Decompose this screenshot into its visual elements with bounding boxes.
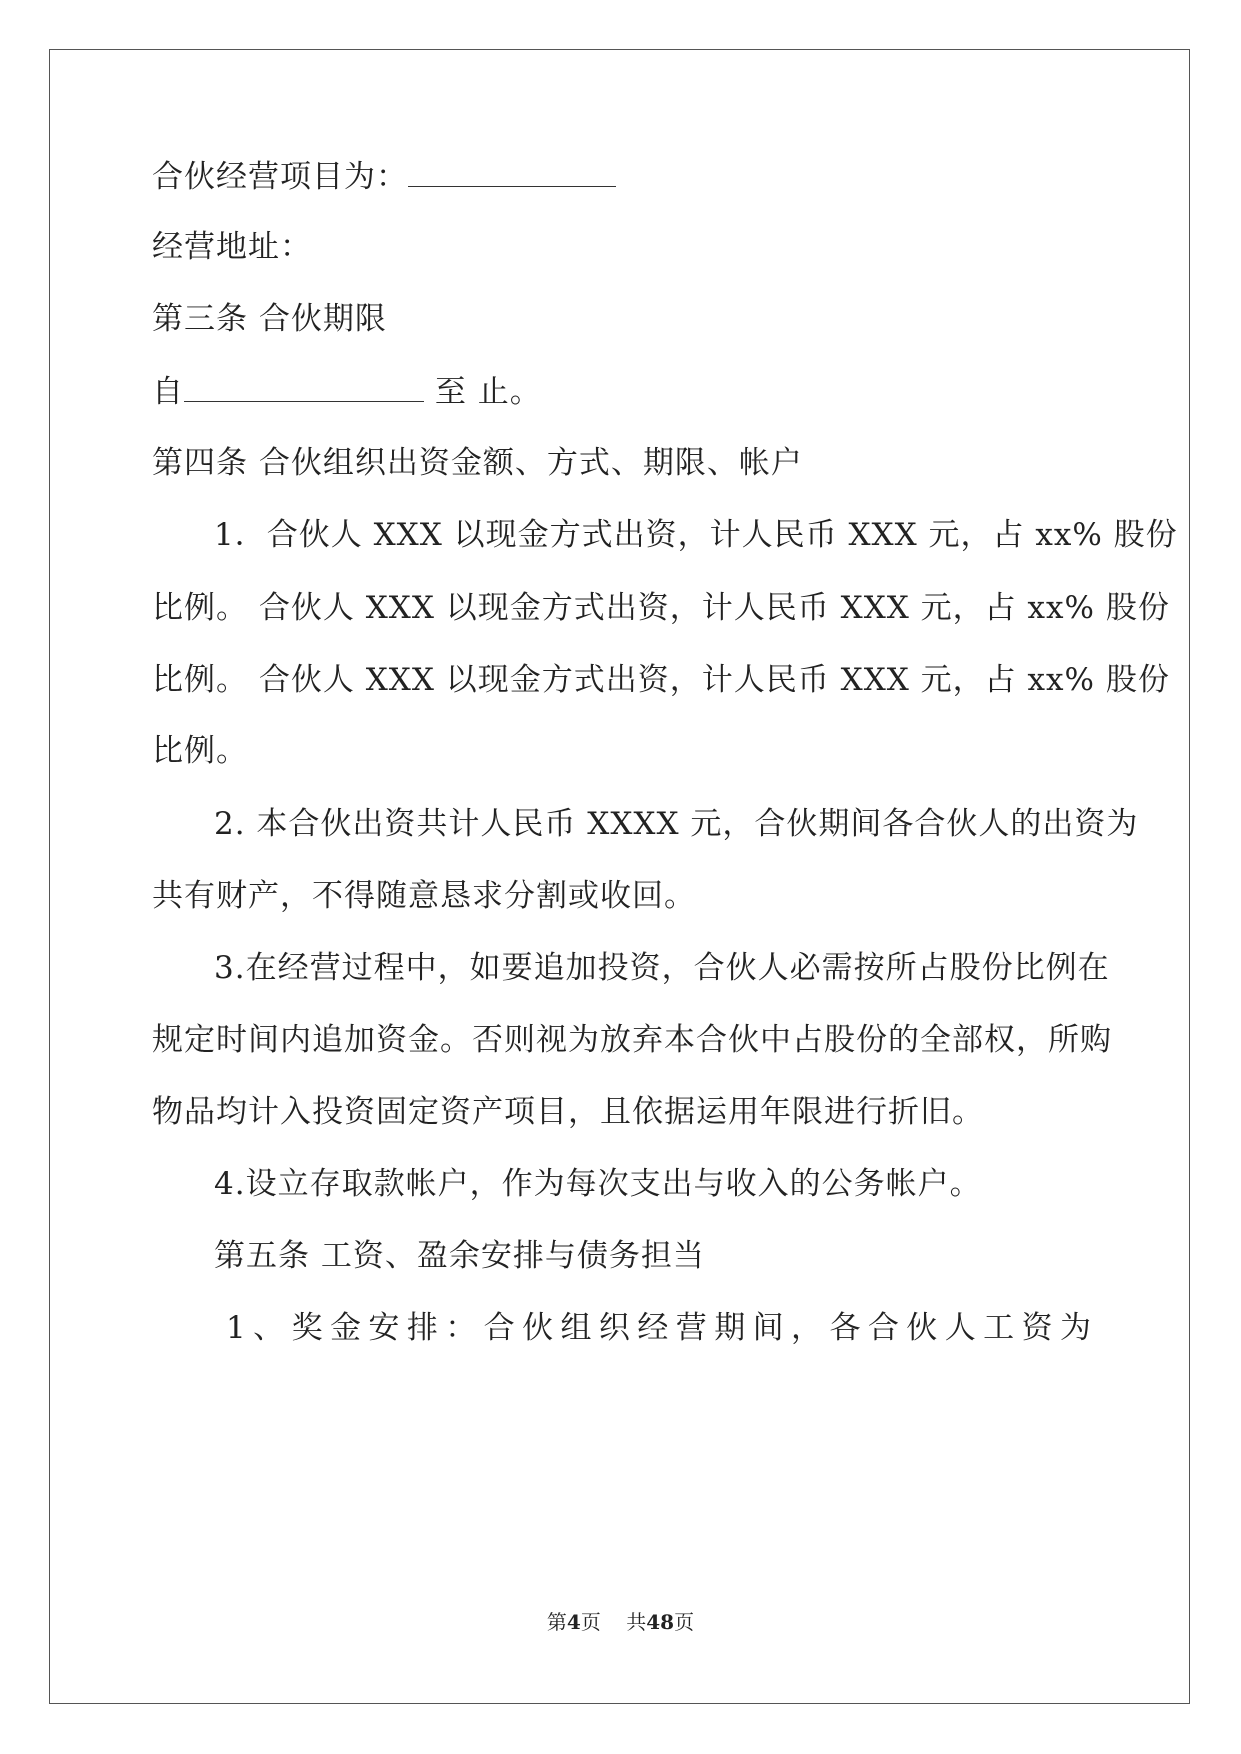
blank-field-period bbox=[184, 371, 424, 402]
paragraph-line: 比例。 合伙人 XXX 以现金方式出资，计人民币 XXX 元，占 xx% 股份 bbox=[152, 662, 1170, 698]
paragraph-line: 共有财产，不得随意恳求分割或收回。 bbox=[152, 878, 696, 914]
line-business-project: 合伙经营项目为： bbox=[152, 156, 1092, 197]
paragraph-line: 2. 本合伙出资共计人民币 XXXX 元，合伙期间各合伙人的出资为 bbox=[214, 806, 1139, 842]
total-page-count: 48 bbox=[646, 1610, 675, 1634]
blank-field-project bbox=[408, 156, 616, 187]
heading-article-5: 第五条 工资、盈余安排与债务担当 bbox=[214, 1238, 705, 1274]
paragraph-line: 1．合伙人 XXX 以现金方式出资，计人民币 XXX 元，占 xx% 股份 bbox=[214, 517, 1178, 553]
paragraph-line: 4.设立存取款帐户，作为每次支出与收入的公务帐户。 bbox=[214, 1166, 982, 1202]
paragraph-line: 规定时间内追加资金。否则视为放弃本合伙中占股份的全部权，所购 bbox=[152, 1022, 1112, 1058]
heading-article-3: 第三条 合伙期限 bbox=[152, 301, 387, 337]
paragraph-line: 比例。 合伙人 XXX 以现金方式出资，计人民币 XXX 元，占 xx% 股份 bbox=[152, 590, 1170, 626]
line-business-address: 经营地址： bbox=[152, 229, 312, 265]
current-page-number: 4 bbox=[566, 1610, 581, 1634]
paragraph-line: 比例。 bbox=[152, 733, 248, 769]
page-footer: 第4页 共48页 bbox=[546, 1610, 695, 1634]
line-term-period: 自 至 止。 bbox=[152, 371, 1092, 412]
paragraph-line: 3.在经营过程中，如要追加投资，合伙人必需按所占股份比例在 bbox=[214, 950, 1110, 986]
paragraph-line: 1、奖金安排：合伙组织经营期间，各合伙人工资为 bbox=[226, 1310, 1092, 1346]
paragraph-line: 物品均计入投资固定资产项目，且依据运用年限进行折旧。 bbox=[152, 1094, 984, 1130]
heading-article-4: 第四条 合伙组织出资金额、方式、期限、帐户 bbox=[152, 445, 803, 481]
